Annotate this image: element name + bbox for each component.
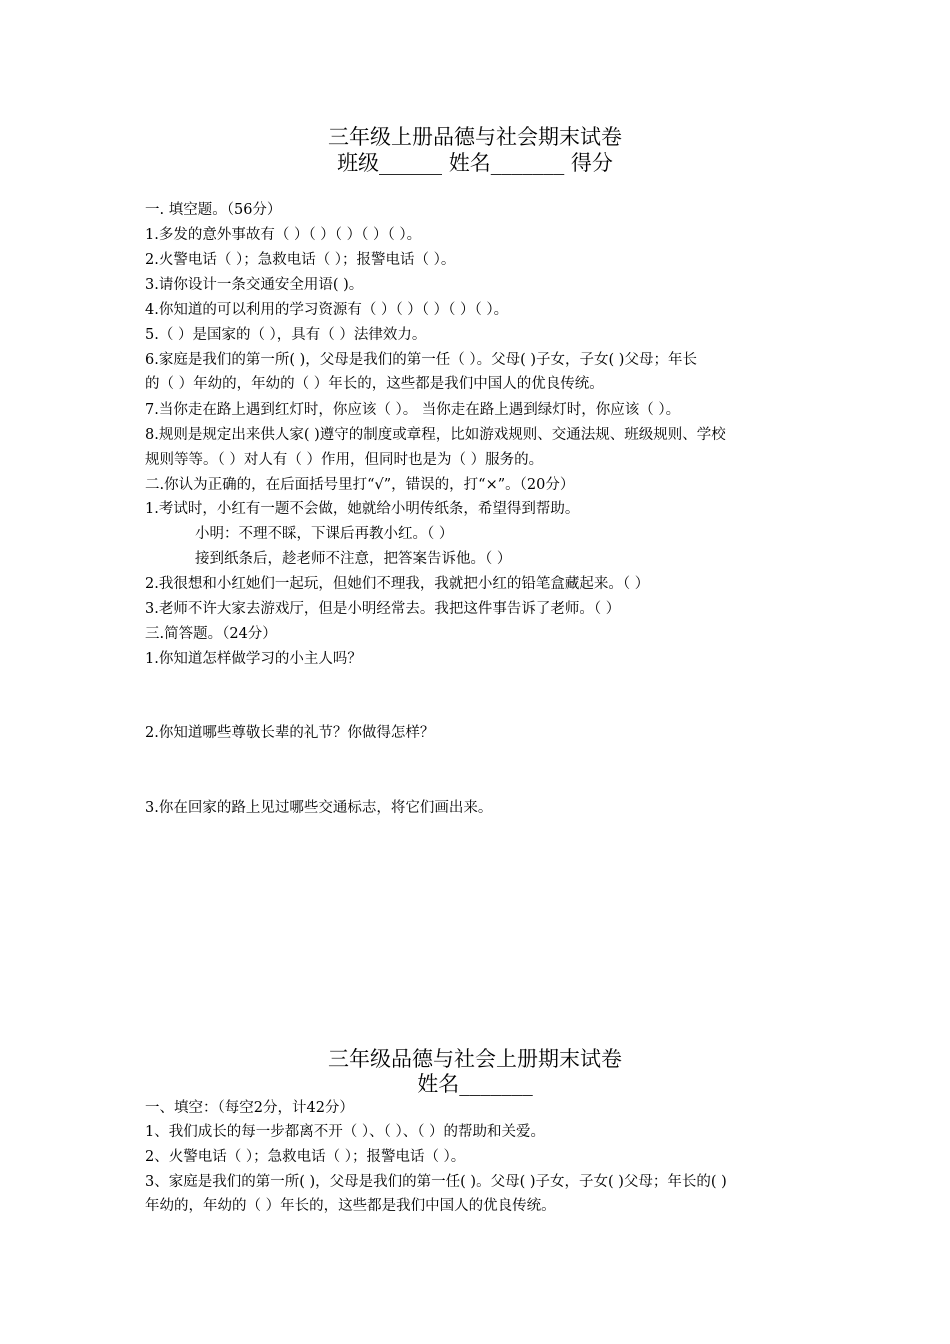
question-line: 1、我们成长的每一步都离不开（ ）、（ ）、（ ）的帮助和关爱。 <box>145 1124 546 1140</box>
question-line: 1.多发的意外事故有（ ）（ ）（ ）（ ）（ ）。 <box>145 227 422 243</box>
question-option: 接到纸条后，趁老师不注意，把答案告诉他。（ ） <box>195 551 512 567</box>
question-line: 3、家庭是我们的第一所( )，父母是我们的第一任( )。父母( )子女，子女( )父母；年长的( ) <box>145 1174 727 1190</box>
exam1-title: 三年级上册品德与社会期末试卷 <box>328 125 622 149</box>
question-line: 8.规则是规定出来供人家( )遵守的制度或章程，比如游戏规则、交通法规、班级规则、学校 <box>145 427 726 443</box>
question-line: 3.请你设计一条交通安全用语( )。 <box>145 277 364 293</box>
question-line: 3.你在回家的路上见过哪些交通标志，将它们画出来。 <box>145 800 493 816</box>
question-option: 小明：不理不睬，下课后再教小红。（ ） <box>195 526 454 542</box>
question-line: 6.家庭是我们的第一所( )，父母是我们的第一任（ ）。父母( )子女，子女( )父母；年长 <box>145 352 697 368</box>
exam1-subtitle: 班级______ 姓名_______ 得分 <box>337 151 613 175</box>
exam2-title: 三年级品德与社会上册期末试卷 <box>328 1047 622 1071</box>
question-line: 的（ ）年幼的，年幼的（ ）年长的，这些都是我们中国人的优良传统。 <box>145 376 604 392</box>
question-line: 5.（ ）是国家的（ ），具有（ ）法律效力。 <box>145 327 427 343</box>
question-line: 4.你知道的可以利用的学习资源有（ ）（ ）（ ）（ ）（ ）。 <box>145 302 509 318</box>
section-heading-fill-blank: 一. 填空题。（56分） <box>145 202 282 218</box>
question-line: 年幼的，年幼的（ ）年长的，这些都是我们中国人的优良传统。 <box>145 1198 556 1214</box>
question-line: 3.老师不许大家去游戏厅，但是小明经常去。我把这件事告诉了老师。（ ） <box>145 601 621 617</box>
question-line: 7.当你走在路上遇到红灯时，你应该（ ）。 当你走在路上遇到绿灯时，你应该（ ）。 <box>145 402 681 418</box>
section-heading-true-false: 二.你认为正确的，在后面括号里打“√”，错误的，打“×”。（20分） <box>145 477 575 493</box>
question-line: 2、火警电话（ ）；急救电话（ ）；报警电话（ ）。 <box>145 1149 466 1165</box>
question-line: 2.我很想和小红她们一起玩，但她们不理我，我就把小红的铅笔盒藏起来。（ ） <box>145 576 650 592</box>
question-line: 2.你知道哪些尊敬长辈的礼节？你做得怎样？ <box>145 725 435 741</box>
exam2-subtitle: 姓名_______ <box>417 1072 533 1096</box>
section-heading-short-answer: 三.简答题。（24分） <box>145 626 277 642</box>
question-line: 1.考试时，小红有一题不会做，她就给小明传纸条，希望得到帮助。 <box>145 501 580 517</box>
question-line: 规则等等。（ ）对人有（ ）作用，但同时也是为（ ）服务的。 <box>145 452 544 468</box>
section-heading-fill-blank: 一、填空：（每空2分，计42分） <box>145 1100 354 1116</box>
question-line: 1.你知道怎样做学习的小主人吗？ <box>145 651 362 667</box>
question-line: 2.火警电话（ ）；急救电话（ ）；报警电话（ ）。 <box>145 252 456 268</box>
